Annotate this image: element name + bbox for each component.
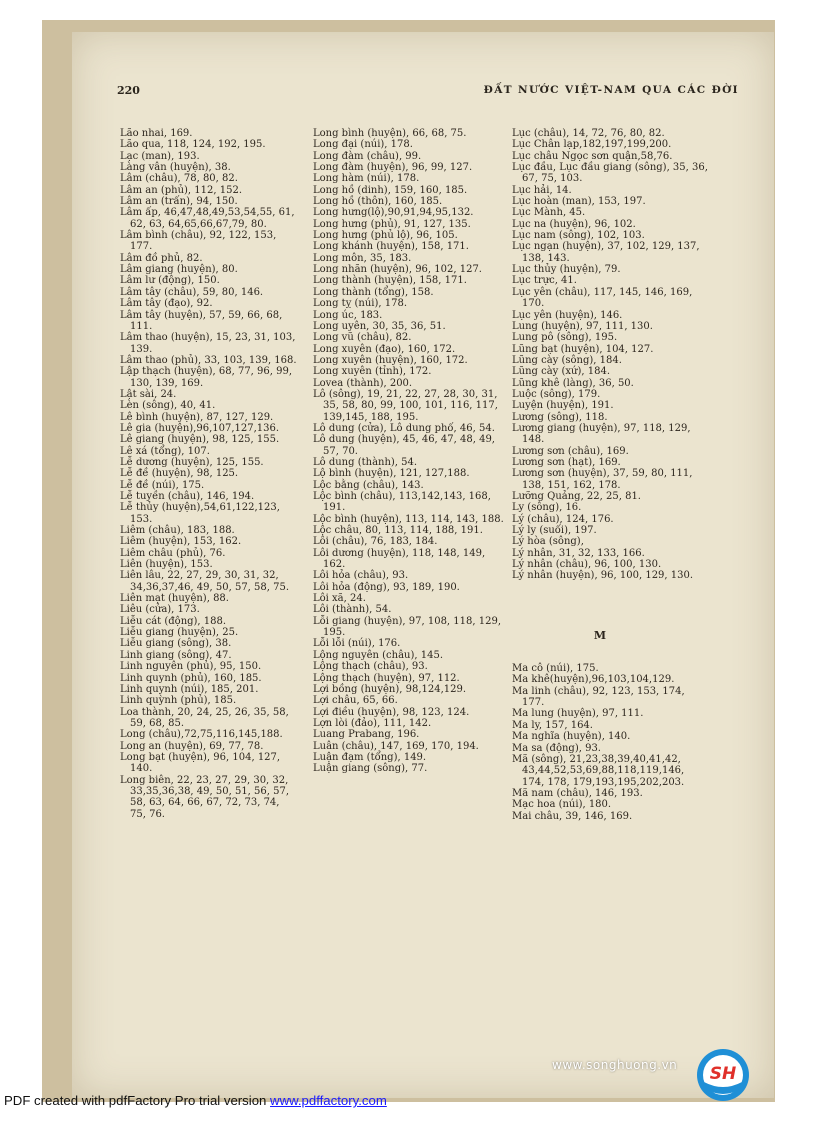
index-entry: Lễ đề (huyện), 98, 125. — [120, 468, 239, 480]
index-entry: Lũng khê (làng), 36, 50. — [512, 377, 634, 389]
index-entry: Ma sa (động), 93. — [512, 742, 601, 754]
index-entry: Lục yên (huyện), 146. — [512, 309, 623, 321]
index-entry: Lũng cày (sông), 184. — [512, 354, 622, 366]
index-entry: Long uyên, 30, 35, 36, 51. — [313, 320, 446, 332]
index-entry: Lương (sông), 118. — [512, 411, 608, 423]
index-entry: Lô (sông), 19, 21, 22, 27, 28, 30, 31, 35, 58, 80, 99, 100, 101, 116, 117, 139,145, 188, 195. — [313, 388, 498, 423]
index-entry: Lê giang (huyện), 98, 125, 155. — [120, 434, 280, 446]
index-entry: Long hồ (dinh), 159, 160, 185. — [313, 184, 468, 196]
index-entry: Lâm bình (châu), 92, 122, 153, 177. — [120, 230, 277, 253]
index-entry: Lộng thạch (huyện), 97, 112. — [313, 672, 460, 684]
index-entry: Liêm (huyện), 153, 162. — [120, 536, 242, 548]
index-entry: Lật sài, 24. — [120, 388, 177, 400]
index-entry: Long xuyên (tỉnh), 172. — [313, 366, 432, 378]
index-entry: Long đàm (huyện), 96, 99, 127. — [313, 162, 473, 174]
index-entry: Long hồ (thôn), 160, 185. — [313, 196, 443, 208]
index-entry: Lợi bồng (huyện), 98,124,129. — [313, 683, 467, 695]
index-entry: Lê xá (tổng), 107. — [120, 445, 210, 457]
index-entry: Lục hải, 14. — [512, 184, 572, 196]
page-header — [117, 84, 739, 104]
index-entry: Ma ly, 157, 164. — [512, 719, 593, 731]
index-entry: Lễ thủy (huyện),54,61,122,123, 153. — [120, 502, 280, 525]
index-entry: Long vũ (châu), 82. — [313, 332, 412, 344]
index-column-3 — [512, 128, 708, 822]
index-entry: Lâm thao (phủ), 33, 103, 139, 168. — [120, 354, 297, 366]
footer-text: PDF created with pdfFactory Pro trial version — [4, 1093, 271, 1108]
index-entry: Luận giang (sông), 77. — [313, 763, 428, 775]
index-entries-m — [512, 663, 708, 822]
index-entry: Lợi điều (huyện), 98, 123, 124. — [313, 706, 470, 718]
index-entry: Lục đầu, Lục đầu giang (sông), 35, 36, 67, 75, 103. — [512, 162, 708, 185]
index-entry: Liễu giang (huyện), 25. — [120, 627, 239, 639]
index-entry: Lâm đồ phủ, 82. — [120, 252, 203, 264]
index-entry: Lê gia (huyện),96,107,127,136. — [120, 422, 280, 434]
index-entries-l — [512, 128, 708, 582]
index-entry: Long thành (tổng), 158. — [313, 286, 434, 298]
index-entry: Luận đạm (tổng), 149. — [313, 751, 427, 763]
index-entry: Long nhãn (huyện), 96, 102, 127. — [313, 264, 482, 276]
index-entry: Long tỵ (núi), 178. — [313, 298, 408, 310]
index-entry: Linh nguyên (phủ), 95, 150. — [120, 661, 262, 673]
index-column-2 — [313, 128, 507, 775]
index-entry: Lộc bình (huyện), 113, 114, 143, 188. — [313, 513, 504, 525]
index-entry: Linh quynh (phủ), 160, 185. — [120, 672, 262, 684]
index-entry: Làng vân (huyện), 38. — [120, 162, 231, 174]
index-entry: Lương sơn (hạt), 169. — [512, 456, 621, 468]
pdf-footer — [4, 1093, 387, 1108]
index-entry: Lovea (thành), 200. — [313, 377, 413, 389]
index-entry: Lục ngạn (huyện), 37, 102, 129, 137, 138, 143. — [512, 241, 700, 264]
index-entry: Lâm tây (huyện), 57, 59, 66, 68, 111. — [120, 309, 283, 332]
index-entry: Lý ly (suối), 197. — [512, 525, 597, 537]
index-entry: Lý nhân, 31, 32, 133, 166. — [512, 547, 645, 559]
index-entry: Long khánh (huyện), 158, 171. — [313, 241, 469, 253]
index-entry: Linh quỳnh (phủ), 185. — [120, 695, 237, 707]
running-title: ĐẤT NƯỚC VIỆT-NAM QUA CÁC ĐỜI — [483, 84, 739, 96]
index-entry: Lâm lư (động), 150. — [120, 275, 220, 287]
index-entry: Lục thủy (huyện), 79. — [512, 264, 621, 276]
index-entry: Lễ tuyền (châu), 146, 194. — [120, 491, 255, 502]
songhuong-logo-icon — [696, 1048, 750, 1102]
index-entry: Mã nam (châu), 146, 193. — [512, 787, 643, 799]
index-entry: Lý hòa (sông), — [512, 536, 584, 548]
index-entry: Lâm thao (huyện), 15, 23, 31, 103, 139. — [120, 332, 296, 355]
index-entry: Lôi (châu), 76, 183, 184. — [313, 536, 438, 548]
index-entry: Lý (châu), 124, 176. — [512, 513, 614, 525]
index-entry: Liêm (châu), 183, 188. — [120, 525, 235, 537]
index-entry: Lung pô (sông), 195. — [512, 332, 618, 344]
index-entry: Lộng thạch (châu), 93. — [313, 661, 428, 673]
pdffactory-link[interactable]: www.pdffactory.com — [270, 1093, 387, 1108]
index-entry: Lập thạch (huyện), 68, 77, 96, 99, 130, 139, 169. — [120, 366, 293, 389]
index-entry: Lôi hỏa (động), 93, 189, 190. — [313, 581, 460, 593]
page-number: 220 — [117, 84, 140, 97]
index-entry: Lâm ấp, 46,47,48,49,53,54,55, 61, 62, 63, 64,65,66,67,79, 80. — [120, 207, 295, 230]
index-entry: Lục (châu), 14, 72, 76, 80, 82. — [512, 128, 665, 139]
index-entry: Liên lâu, 22, 27, 29, 30, 31, 32, 34,36,37,46, 49, 50, 57, 58, 75. — [120, 570, 290, 593]
index-entry: Long xuyên (đạo), 160, 172. — [313, 343, 456, 355]
index-entry: Ma cô (núi), 175. — [512, 663, 599, 675]
index-entry: Lục hoàn (man), 153, 197. — [512, 196, 646, 208]
book-page — [72, 32, 774, 1098]
index-entry: Loa thành, 20, 24, 25, 26, 35, 58, 59, 68, 85. — [120, 706, 289, 729]
index-entry: Long môn, 35, 183. — [313, 252, 412, 264]
index-entry: Lục Chân lạp,182,197,199,200. — [512, 139, 672, 151]
svg-text:SH: SH — [709, 1064, 737, 1084]
index-entry: Luộc (sông), 179. — [512, 388, 601, 400]
index-entry: Luyện (huyện), 191. — [512, 400, 614, 412]
index-entry: Lôi xã, 24. — [313, 593, 366, 605]
index-entry: Lôi hỏa (châu), 93. — [313, 570, 409, 582]
index-entry: Lâm an (phủ), 112, 152. — [120, 184, 242, 196]
index-entry: Luân (châu), 147, 169, 170, 194. — [313, 740, 479, 752]
index-entry: Long hưng (phủ), 91, 127, 135. — [313, 218, 471, 230]
index-entry: Long bình (huyện), 66, 68, 75. — [313, 128, 467, 139]
index-entry: Lão nhai, 169. — [120, 128, 193, 139]
index-entry: Lỗi lỗi (núi), 176. — [313, 638, 401, 650]
index-entry: Lục Mành, 45. — [512, 207, 586, 219]
index-entry: Lý nhân (huyện), 96, 100, 129, 130. — [512, 570, 694, 582]
index-entry: Lộc bình (châu), 113,142,143, 168, 191. — [313, 491, 491, 514]
index-entry: Lâm (châu), 78, 80, 82. — [120, 173, 238, 185]
index-entry: Linh giang (sông), 47. — [120, 649, 232, 661]
index-entry: Lũng cày (xứ), 184. — [512, 366, 610, 378]
index-entry: Lỗi giang (huyện), 97, 108, 118, 129, 195. — [313, 615, 502, 639]
index-entry: Mã (sông), 21,23,38,39,40,41,42, 43,44,52,53,69,88,118,119,146, 174, 178, 179,193,195,202,203. — [512, 753, 685, 788]
index-entry: Ma nghĩa (huyện), 140. — [512, 731, 631, 743]
index-entry: Lô dung (cửa), Lô dung phố, 46, 54. — [313, 422, 495, 434]
index-entry: Lễ đề (núi), 175. — [120, 479, 205, 491]
index-entry: Lô dung (huyện), 45, 46, 47, 48, 49, 57, 70. — [313, 434, 495, 457]
index-entry: Long thành (huyện), 158, 171. — [313, 275, 467, 287]
index-entry: Lộ bình (huyện), 121, 127,188. — [313, 468, 470, 480]
index-entry: Lương sơn (châu), 169. — [512, 445, 629, 457]
index-entry: Lợi châu, 65, 66. — [313, 695, 398, 707]
index-entry: Ma linh (châu), 92, 123, 153, 174, 177. — [512, 685, 685, 709]
index-entry: Liễu giang (sông), 38. — [120, 638, 232, 650]
index-entry: Lương giang (huyện), 97, 118, 129, 148. — [512, 422, 691, 446]
index-entry: Lục na (huyện), 96, 102. — [512, 218, 636, 230]
index-entry: Long úc, 183. — [313, 309, 383, 321]
index-entry: Lâm tây (châu), 59, 80, 146. — [120, 286, 264, 298]
index-entry: Lục nam (sông), 102, 103. — [512, 230, 645, 242]
index-entry: Lộc bằng (châu), 143. — [313, 479, 424, 491]
index-entry: Liêm châu (phủ), 76. — [120, 547, 226, 559]
index-entry: Long hưng (phủ lộ), 96, 105. — [313, 230, 458, 242]
index-entry: Lộng nguyên (châu), 145. — [313, 649, 444, 661]
index-entry: Lục châu Ngọc sơn quận,58,76. — [512, 150, 673, 162]
index-entry: Lũng bạt (huyện), 104, 127. — [512, 343, 654, 355]
index-entry: Ma lung (huyện), 97, 111. — [512, 708, 644, 720]
index-entry: Long (châu),72,75,116,145,188. — [120, 729, 283, 741]
index-entry: Lâm giang (huyện), 80. — [120, 264, 238, 276]
index-entry: Long an (huyện), 69, 77, 78. — [120, 740, 264, 752]
index-entry: Lưỡng Quảng, 22, 25, 81. — [512, 491, 641, 502]
index-entry: Lâm tây (đạo), 92. — [120, 298, 213, 310]
section-letter-m: M — [593, 628, 607, 642]
index-entry: Lão qua, 118, 124, 192, 195. — [120, 139, 266, 151]
index-entry: Long hưng(lộ),90,91,94,95,132. — [313, 207, 474, 219]
index-entry: Liễu cát (động), 188. — [120, 615, 227, 627]
index-entry: Long đại (núi), 178. — [313, 139, 413, 151]
index-column-1 — [120, 128, 298, 820]
index-entry: Lợn lòi (đảo), 111, 142. — [313, 717, 432, 729]
index-entry: Lâm an (trấn), 94, 150. — [120, 196, 238, 208]
index-entry: Liên mạt (huyện), 88. — [120, 593, 229, 605]
index-entry: Lung (huyện), 97, 111, 130. — [512, 320, 653, 332]
index-entry: Long hàm (núi), 178. — [313, 173, 420, 185]
index-entry: Long xuyên (huyện), 160, 172. — [313, 354, 468, 366]
index-entry: Lễ dương (huyện), 125, 155. — [120, 456, 264, 468]
index-entry: Luang Prabang, 196. — [313, 729, 420, 741]
index-entry: Lê bình (huyện), 87, 127, 129. — [120, 411, 274, 423]
index-entry: Liên (huyện), 153. — [120, 559, 213, 571]
index-entry: Lý nhân (châu), 96, 100, 130. — [512, 559, 662, 571]
index-entry: Lôi (thành), 54. — [313, 604, 392, 616]
index-entry: Lôi dương (huyện), 118, 148, 149, 162. — [313, 547, 486, 571]
index-entry: Lèn (sông), 40, 41. — [120, 400, 216, 412]
index-entry: Lục yên (châu), 117, 145, 146, 169, 170. — [512, 286, 693, 310]
index-entry: Linh quynh (núi), 185, 201. — [120, 683, 259, 695]
index-entry: Long bạt (huyện), 96, 104, 127, 140. — [120, 751, 281, 775]
index-entry: Lạc (man), 193. — [120, 150, 200, 162]
index-entry: Lục trực, 41. — [512, 275, 577, 287]
index-entry: Lô dung (thành), 54. — [313, 456, 418, 468]
index-entry: Ma khê(huyện),96,103,104,129. — [512, 674, 675, 686]
index-entry: Long biên, 22, 23, 27, 29, 30, 32, 33,35,36,38, 49, 50, 51, 56, 57, 58, 63, 64, 66, 67, 72, 73, 74, 75, 76. — [120, 774, 290, 820]
index-entry: Lộc châu, 80, 113, 114, 188, 191. — [313, 525, 483, 537]
index-entry: Liêu (cửa), 173. — [120, 604, 200, 616]
index-entry: Mai châu, 39, 146, 169. — [512, 810, 633, 822]
index-entry: Lương sơn (huyện), 37, 59, 80, 111, 138, 151, 162, 178. — [512, 468, 693, 491]
index-entry: Ly (sông), 16. — [512, 502, 582, 514]
watermark-website: www.songhuong.vn — [552, 1058, 678, 1072]
index-entry: Long đàm (châu), 99. — [313, 150, 422, 162]
index-entry: Mạc hoa (núi), 180. — [512, 799, 612, 811]
